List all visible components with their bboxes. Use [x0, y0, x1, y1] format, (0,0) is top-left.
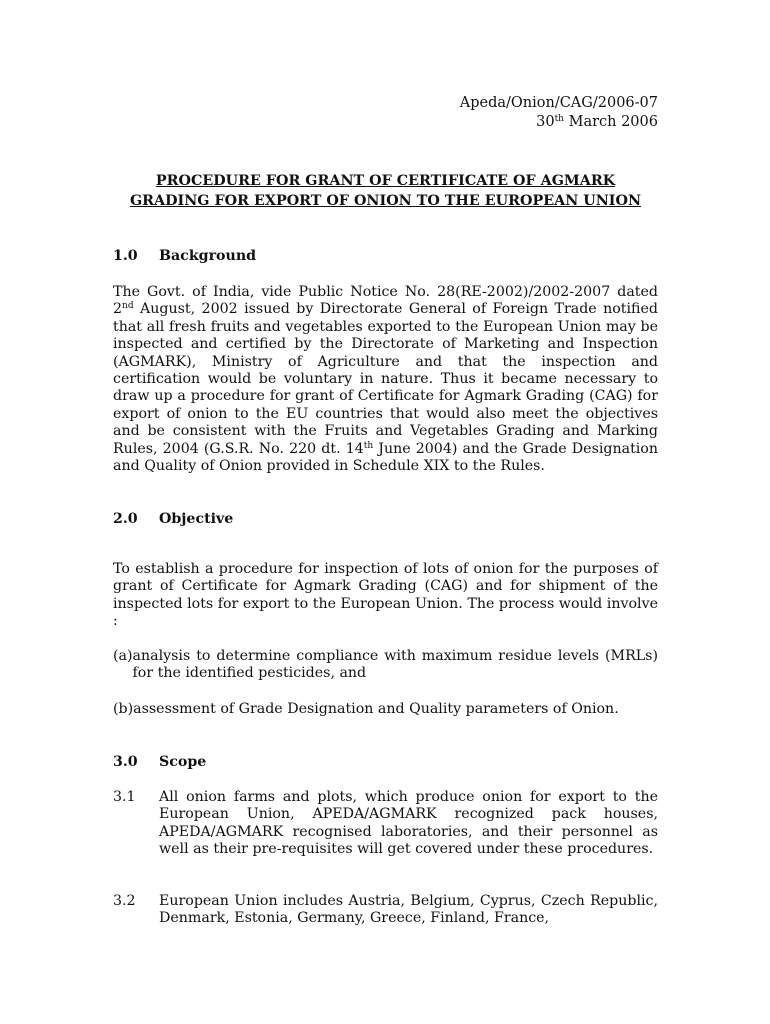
section-number: 1.0: [113, 248, 138, 264]
list-marker: (b): [113, 701, 134, 717]
section-heading-objective: [113, 511, 233, 528]
item-text: All onion farms and plots, which produce onion for export to the European Union, APEDA/AGMARK recognized pack houses, APEDA/AGMARK recognised laboratories, and their personnel as well as their pre-requisites will get covered under these procedures.: [159, 789, 658, 858]
list-item-text: assessment of Grade Designation and Quality parameters of Onion.: [133, 701, 619, 717]
section-title: Objective: [159, 511, 234, 527]
section-heading-background: [113, 248, 256, 265]
list-marker: (a): [113, 648, 133, 664]
section-number: 2.0: [113, 511, 138, 527]
title-line-1: PROCEDURE FOR GRANT OF CERTIFICATE OF AGMARK: [155, 173, 616, 189]
document-title: [113, 171, 658, 211]
list-item-text: analysis to determine compliance with maximum residue levels (MRLs) for the identified pesticides, and: [132, 648, 658, 682]
reference-date: 30th March 2006: [536, 113, 658, 130]
scope-item-3-1: [113, 789, 658, 859]
reference-code: Apeda/Onion/CAG/2006-07: [459, 95, 658, 111]
item-number: 3.2: [113, 893, 136, 909]
item-number: 3.1: [113, 789, 136, 805]
background-paragraph: The Govt. of India, vide Public Notice No. 28(RE-2002)/2002-2007 dated 2nd August, 2002 issued by Directorate General of Foreign Trade notified that all fresh fruits and vegetables exported to the European Union may be inspected and certified by the Directorate of Marketing and Inspection (AGMARK), Ministry of Agriculture and that the inspection and certification would be voluntary in nature. Thus it became necessary to draw up a procedure for grant of Certificate for Agmark Grading (CAG) for export of onion to the EU countries that would also meet the objectives and be consistent with the Fruits and Vegetables Grading and Marking Rules, 2004 (G.S.R. No. 220 dt. 14th June 2004) and the Grade Designation and Quality of Onion provided in Schedule XIX to the Rules.: [113, 284, 658, 475]
document-reference: [460, 94, 658, 131]
objective-item-a: [113, 648, 658, 683]
item-text: European Union includes Austria, Belgium, Cyprus, Czech Republic, Denmark, Estonia, Germany, Greece, Finland, France,: [159, 893, 658, 927]
objective-item-b: [113, 701, 658, 718]
title-line-2: GRADING FOR EXPORT OF ONION TO THE EUROPEAN UNION: [129, 193, 642, 209]
section-title: Scope: [159, 754, 207, 770]
section-number: 3.0: [113, 754, 138, 770]
section-title: Background: [159, 248, 257, 264]
objective-paragraph: To establish a procedure for inspection of lots of onion for the purposes of grant of Certificate for Agmark Grading (CAG) and for shipment of the inspected lots for export to the European Union. The process would involve :: [113, 561, 658, 630]
section-heading-scope: [113, 754, 206, 771]
scope-item-3-2: [113, 893, 658, 928]
